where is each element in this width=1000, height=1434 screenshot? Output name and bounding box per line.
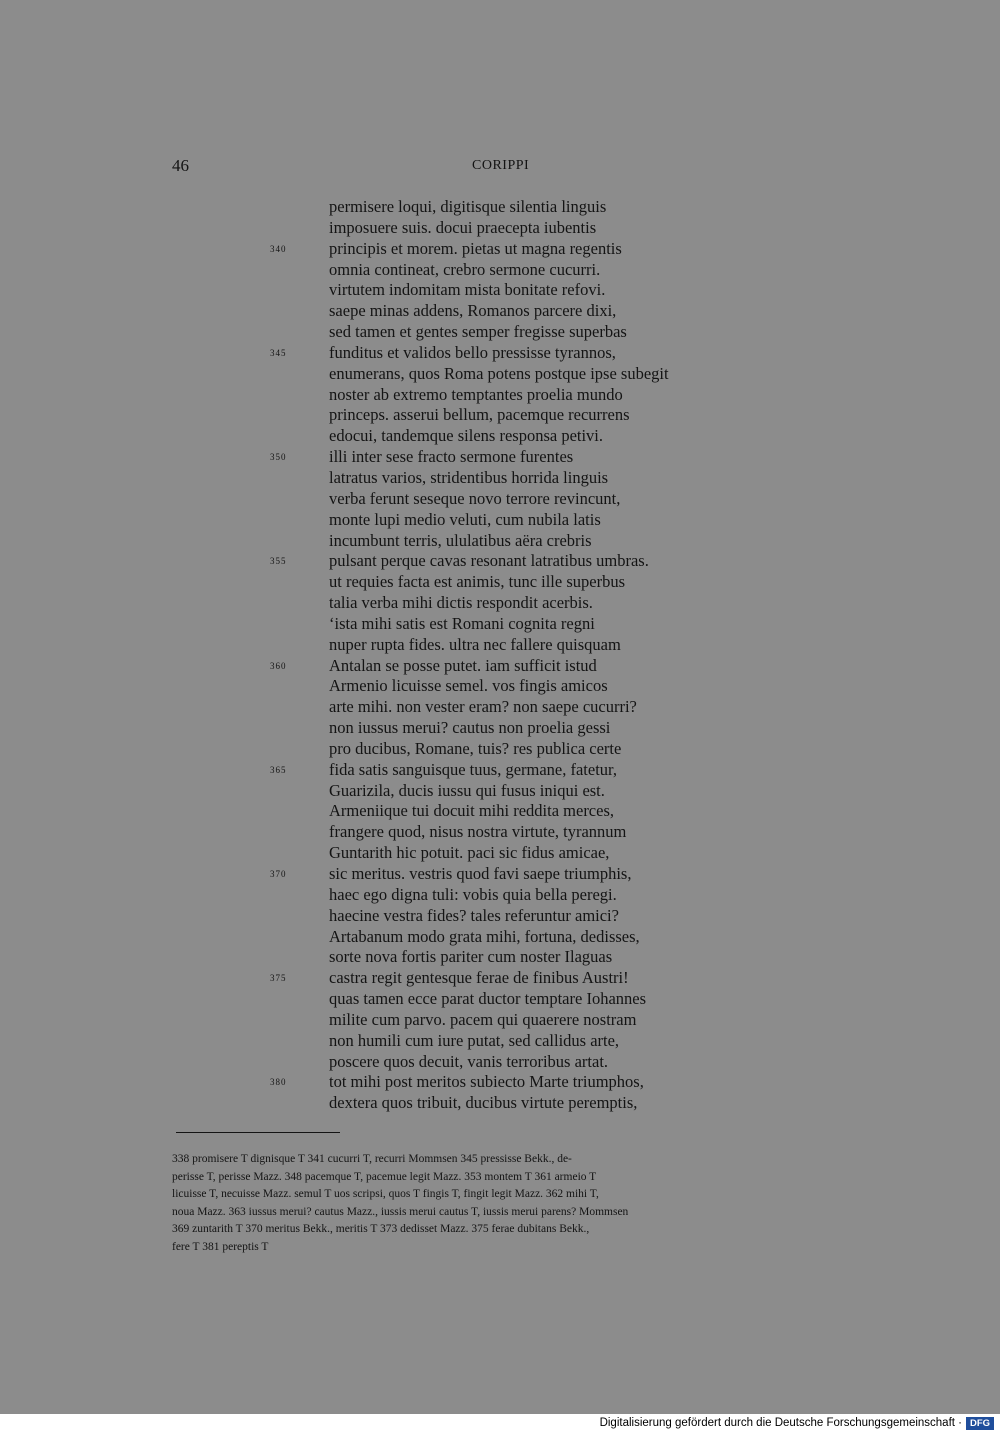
verse-line (0, 801, 1000, 822)
verse-line (0, 551, 1000, 572)
verse-line (0, 760, 1000, 781)
verse-line (0, 1072, 1000, 1093)
verse-line (0, 426, 1000, 447)
critical-apparatus (172, 1151, 837, 1256)
line-number: 350 (270, 452, 287, 463)
verse-text: dextera quos tribuit, ducibus virtute peremptis, (329, 1093, 638, 1113)
verse-line (0, 697, 1000, 718)
running-head: CORIPPI (472, 158, 530, 173)
line-number: 375 (270, 973, 287, 984)
verse-line (0, 718, 1000, 739)
verse-line (0, 593, 1000, 614)
verse-line (0, 218, 1000, 239)
verse-text: Guarizila, ducis iussu qui fusus iniqui est. (329, 780, 605, 800)
verse-text: pulsant perque cavas resonant latratibus umbras. (329, 551, 649, 571)
verse-text: verba ferunt seseque novo terrore revincunt, (329, 488, 621, 508)
verse-text: poscere quos decuit, vanis terroribus artat. (329, 1051, 609, 1071)
verse-line (0, 572, 1000, 593)
verse-text: fida satis sanguisque tuus, germane, fatetur, (329, 759, 618, 779)
verse-line (0, 864, 1000, 885)
verse-line (0, 1010, 1000, 1031)
verse-text: illi inter sese fracto sermone furentes (329, 447, 574, 467)
verse-text: pro ducibus, Romane, tuis? res publica certe (329, 738, 622, 758)
verse-text: edocui, tandemque silens responsa petivi. (329, 426, 604, 446)
line-number: 340 (270, 243, 287, 254)
apparatus-line: 369 zuntarith T 370 meritus Bekk., meritis T 373 dedisset Mazz. 375 ferae dubitans Bekk., (172, 1223, 590, 1235)
verse-line (0, 927, 1000, 948)
verse-text: principis et morem. pietas ut magna regentis (329, 238, 622, 258)
verse-line (0, 989, 1000, 1010)
verse-line (0, 447, 1000, 468)
verse-line (0, 197, 1000, 218)
line-number: 355 (270, 556, 287, 567)
footer-text: Digitalisierung gefördert durch die Deutsche Forschungsgemeinschaft · (599, 1417, 962, 1429)
line-number: 345 (270, 347, 287, 358)
verse-text: ‘ista mihi satis est Romani cognita regni (329, 613, 595, 633)
verse-text: Armeniique tui docuit mihi reddita merces, (329, 801, 615, 821)
verse-line (0, 280, 1000, 301)
verse-text: non humili cum iure putat, sed callidus arte, (329, 1030, 620, 1050)
verse-text: talia verba mihi dictis respondit acerbis. (329, 593, 593, 613)
verse-text: enumerans, quos Roma potens postque ipse subegit (329, 363, 669, 383)
verse-text: saepe minas addens, Romanos parcere dixi, (329, 301, 617, 321)
verse-line (0, 1052, 1000, 1073)
verse-text: haecine vestra fides? tales referuntur amici? (329, 905, 619, 925)
verse-text: milite cum parvo. pacem qui quaerere nostram (329, 1009, 637, 1029)
verse-text: Artabanum modo grata mihi, fortuna, dedisses, (329, 926, 640, 946)
verse-line (0, 968, 1000, 989)
verse-line (0, 468, 1000, 489)
verse-text: arte mihi. non vester eram? non saepe cucurri? (329, 697, 637, 717)
verse-line (0, 676, 1000, 697)
verse-text: haec ego digna tuli: vobis quia bella peregi. (329, 884, 617, 904)
poem-text (0, 197, 1000, 1114)
verse-text: Antalan se posse putet. iam sufficit istud (329, 655, 597, 675)
apparatus-line: licuisse T, necuisse Mazz. semul T uos scripsi, quos T fingis T, fingit legit Mazz. 362 mihi T, (172, 1188, 599, 1200)
verse-text: imposuere suis. docui praecepta iubentis (329, 217, 597, 237)
verse-line (0, 1093, 1000, 1114)
verse-line (0, 301, 1000, 322)
dfg-logo-icon: DFG (966, 1417, 994, 1430)
verse-line (0, 322, 1000, 343)
line-number: 380 (270, 1077, 287, 1088)
verse-text: quas tamen ecce parat ductor temptare Iohannes (329, 989, 647, 1009)
verse-line (0, 385, 1000, 406)
page-number: 46 (172, 156, 189, 175)
verse-line (0, 822, 1000, 843)
apparatus-line: perisse T, perisse Mazz. 348 pacemque T, pacemue legit Mazz. 353 montem T 361 armeio T (172, 1170, 597, 1183)
verse-text: princeps. asserui bellum, pacemque recurrens (329, 405, 630, 425)
verse-text: castra regit gentesque ferae de finibus Austri! (329, 968, 629, 988)
verse-text: tot mihi post meritos subiecto Marte triumphos, (329, 1072, 644, 1092)
verse-line (0, 239, 1000, 260)
verse-text: noster ab extremo temptantes proelia mundo (329, 384, 623, 404)
apparatus-line: fere T 381 pereptis T (172, 1240, 269, 1253)
verse-line (0, 260, 1000, 281)
verse-text: sorte nova fortis pariter cum noster Ilaguas (329, 947, 613, 967)
verse-text: Guntarith hic potuit. paci sic fidus amicae, (329, 843, 610, 863)
verse-line (0, 843, 1000, 864)
verse-line (0, 885, 1000, 906)
verse-line (0, 947, 1000, 968)
verse-text: sic meritus. vestris quod favi saepe triumphis, (329, 864, 632, 883)
line-number: 365 (270, 764, 287, 775)
verse-line (0, 635, 1000, 656)
verse-text: Armenio licuisse semel. vos fingis amicos (329, 676, 608, 696)
verse-text: sed tamen et gentes semper fregisse superbas (329, 322, 627, 342)
footer-bar (0, 1414, 1000, 1434)
verse-line (0, 656, 1000, 677)
verse-text: non iussus merui? cautus non proelia gessi (329, 718, 611, 738)
verse-text: latratus varios, stridentibus horrida linguis (329, 467, 609, 487)
verse-line (0, 906, 1000, 927)
verse-text: monte lupi medio veluti, cum nubila latis (329, 509, 601, 529)
verse-line (0, 614, 1000, 635)
verse-line (0, 510, 1000, 531)
line-number: 360 (270, 660, 287, 671)
verse-line (0, 1031, 1000, 1052)
verse-text: incumbunt terris, ululatibus aëra crebris (329, 530, 592, 550)
footnote-rule (176, 1132, 340, 1133)
line-number: 370 (270, 869, 287, 879)
verse-line (0, 489, 1000, 510)
verse-text: nuper rupta fides. ultra nec fallere quisquam (329, 634, 621, 654)
verse-text: ut requies facta est animis, tunc ille superbus (329, 572, 626, 592)
verse-text: virtutem indomitam mista bonitate refovi. (329, 280, 606, 300)
verse-text: omnia contineat, crebro sermone cucurri. (329, 259, 601, 279)
verse-line (0, 405, 1000, 426)
apparatus-line: 338 promisere T dignisque T 341 cucurri T, recurri Mommsen 345 pressisse Bekk., de- (172, 1153, 572, 1165)
verse-text: funditus et validos bello pressisse tyrannos, (329, 342, 616, 362)
verse-line (0, 781, 1000, 802)
verse-line (0, 343, 1000, 364)
verse-line (0, 739, 1000, 760)
verse-line (0, 364, 1000, 385)
verse-line (0, 531, 1000, 552)
apparatus-line: noua Mazz. 363 iussus merui? cautus Mazz., iussis merui cautus T, iussis merui parens? Mommsen (172, 1205, 629, 1218)
verse-text: permisere loqui, digitisque silentia linguis (329, 197, 607, 216)
verse-text: frangere quod, nisus nostra virtute, tyrannum (329, 822, 627, 842)
